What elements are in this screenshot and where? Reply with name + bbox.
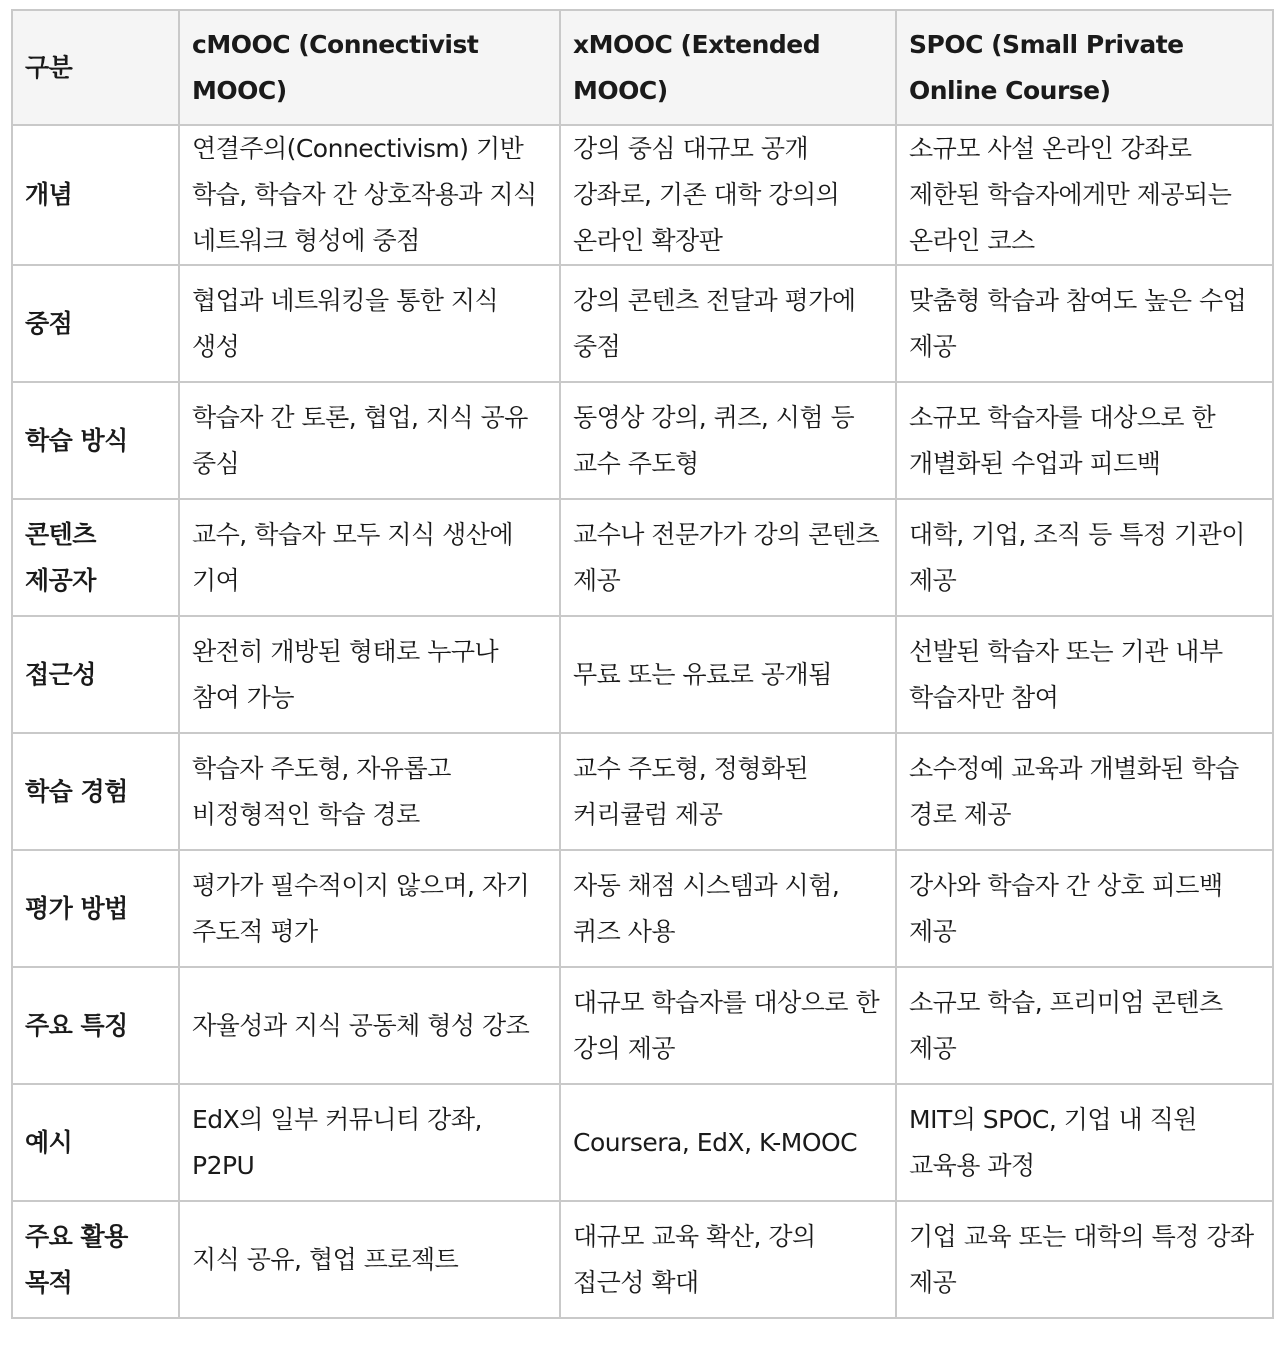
header-row xyxy=(12,10,1273,125)
cell-xmooc: 교수나 전문가가 강의 콘텐츠 제공 xyxy=(560,499,896,616)
row-label: 접근성 xyxy=(12,616,179,733)
cell-cmooc: 완전히 개방된 형태로 누구나 참여 가능 xyxy=(179,616,560,733)
row-label: 주요 특징 xyxy=(12,967,179,1084)
cell-xmooc: 대규모 학습자를 대상으로 한 강의 제공 xyxy=(560,967,896,1084)
row-label: 학습 방식 xyxy=(12,382,179,499)
table-header xyxy=(12,10,1273,125)
cell-cmooc: EdX의 일부 커뮤니티 강좌, P2PU xyxy=(179,1084,560,1201)
cell-xmooc: 강의 콘텐츠 전달과 평가에 중점 xyxy=(560,265,896,382)
row-label: 예시 xyxy=(12,1084,179,1201)
cell-spoc: 맞춤형 학습과 참여도 높은 수업 제공 xyxy=(896,265,1273,382)
row-label: 평가 방법 xyxy=(12,850,179,967)
cell-cmooc: 자율성과 지식 공동체 형성 강조 xyxy=(179,967,560,1084)
cell-spoc: 소규모 학습, 프리미엄 콘텐츠 제공 xyxy=(896,967,1273,1084)
header-category: 구분 xyxy=(12,10,179,125)
cell-cmooc: 협업과 네트워킹을 통한 지식 생성 xyxy=(179,265,560,382)
cell-spoc: 소규모 학습자를 대상으로 한 개별화된 수업과 피드백 xyxy=(896,382,1273,499)
header-xmooc: xMOOC (Extended MOOC) xyxy=(560,10,896,125)
cell-spoc: 소규모 사설 온라인 강좌로 제한된 학습자에게만 제공되는 온라인 코스 xyxy=(896,125,1273,265)
row-label: 학습 경험 xyxy=(12,733,179,850)
cell-spoc: 대학, 기업, 조직 등 특정 기관이 제공 xyxy=(896,499,1273,616)
cell-spoc: 선발된 학습자 또는 기관 내부 학습자만 참여 xyxy=(896,616,1273,733)
cell-xmooc: 자동 채점 시스템과 시험, 퀴즈 사용 xyxy=(560,850,896,967)
table-row xyxy=(12,967,1273,1084)
row-label: 개념 xyxy=(12,125,179,265)
cell-cmooc: 학습자 간 토론, 협업, 지식 공유 중심 xyxy=(179,382,560,499)
table-row xyxy=(12,616,1273,733)
table-row xyxy=(12,382,1273,499)
mooc-comparison-table xyxy=(11,9,1274,1319)
cell-cmooc: 연결주의(Connectivism) 기반 학습, 학습자 간 상호작용과 지식 네트워크 형성에 중점 xyxy=(179,125,560,265)
comparison-table-wrapper xyxy=(11,9,1274,1319)
cell-spoc: 소수정예 교육과 개별화된 학습 경로 제공 xyxy=(896,733,1273,850)
cell-cmooc: 교수, 학습자 모두 지식 생산에 기여 xyxy=(179,499,560,616)
cell-cmooc: 평가가 필수적이지 않으며, 자기 주도적 평가 xyxy=(179,850,560,967)
cell-spoc: 기업 교육 또는 대학의 특정 강좌 제공 xyxy=(896,1201,1273,1318)
cell-xmooc: Coursera, EdX, K-MOOC xyxy=(560,1084,896,1201)
row-label: 주요 활용 목적 xyxy=(12,1201,179,1318)
row-label: 중점 xyxy=(12,265,179,382)
table-row xyxy=(12,499,1273,616)
cell-xmooc: 동영상 강의, 퀴즈, 시험 등 교수 주도형 xyxy=(560,382,896,499)
cell-xmooc: 교수 주도형, 정형화된 커리큘럼 제공 xyxy=(560,733,896,850)
table-row xyxy=(12,850,1273,967)
cell-cmooc: 학습자 주도형, 자유롭고 비정형적인 학습 경로 xyxy=(179,733,560,850)
cell-xmooc: 강의 중심 대규모 공개 강좌로, 기존 대학 강의의 온라인 확장판 xyxy=(560,125,896,265)
table-row xyxy=(12,1201,1273,1318)
cell-xmooc: 대규모 교육 확산, 강의 접근성 확대 xyxy=(560,1201,896,1318)
cell-cmooc: 지식 공유, 협업 프로젝트 xyxy=(179,1201,560,1318)
row-label: 콘텐츠 제공자 xyxy=(12,499,179,616)
header-spoc: SPOC (Small Private Online Course) xyxy=(896,10,1273,125)
table-row xyxy=(12,733,1273,850)
table-row xyxy=(12,265,1273,382)
cell-spoc: MIT의 SPOC, 기업 내 직원 교육용 과정 xyxy=(896,1084,1273,1201)
cell-spoc: 강사와 학습자 간 상호 피드백 제공 xyxy=(896,850,1273,967)
cell-xmooc: 무료 또는 유료로 공개됨 xyxy=(560,616,896,733)
table-row xyxy=(12,125,1273,265)
header-cmooc: cMOOC (Connectivist MOOC) xyxy=(179,10,560,125)
table-row xyxy=(12,1084,1273,1201)
table-body xyxy=(12,125,1273,1318)
